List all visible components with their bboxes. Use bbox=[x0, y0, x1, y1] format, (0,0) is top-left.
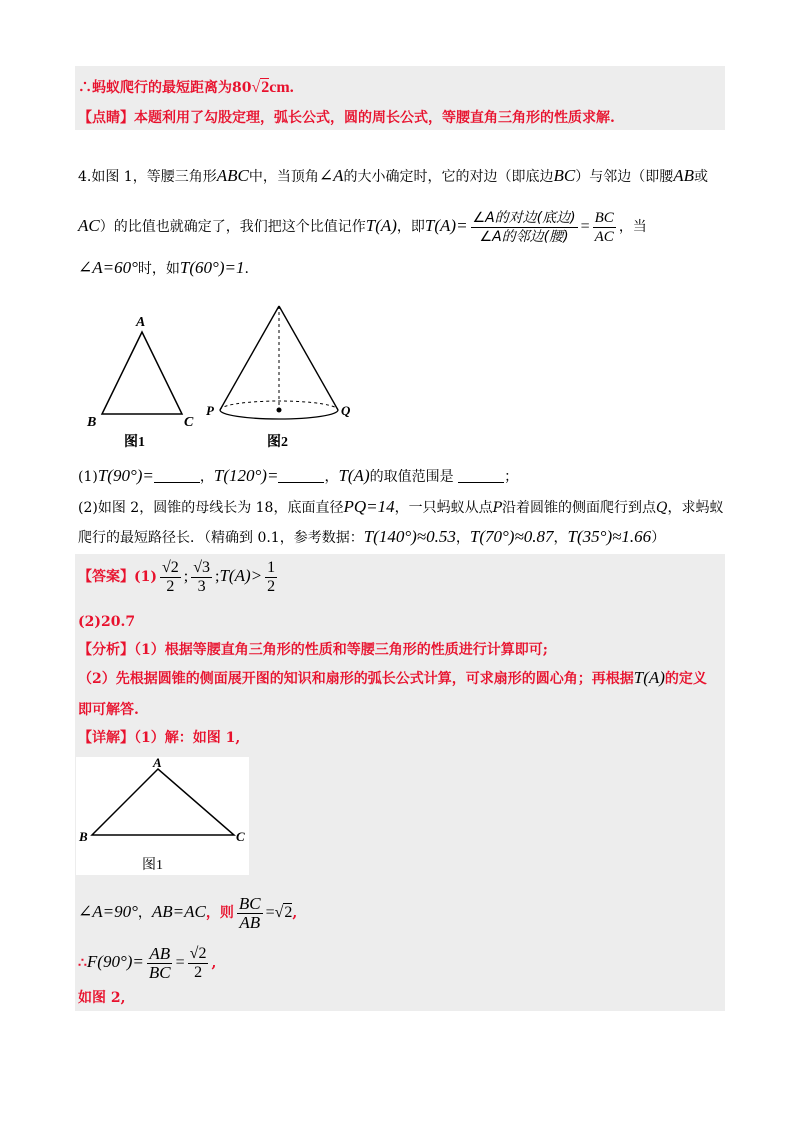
figure-2-caption: 图2 bbox=[267, 435, 288, 450]
top-answer-line: ∴蚂蚁爬行的最短距离为80√2cm. bbox=[78, 79, 294, 96]
equation-line-1: ∠A=90°，AB=AC，则 $\frac{BC}{AB}$ =√2, bbox=[78, 893, 298, 932]
blank-1 bbox=[154, 468, 200, 483]
question-line-1: 4.如图 1，等腰三角形ABC中，当顶角∠A的大小确定时，它的对边（即底边BC）与邻边（即腰AB或 bbox=[78, 166, 708, 185]
figure-1-label-c: C bbox=[184, 415, 194, 430]
figure-3-caption: 图1 bbox=[142, 858, 163, 873]
answer-fraction-1: $\frac{√2}{2}$ bbox=[162, 558, 179, 595]
sub-question-2-line-1: (2)如图 2，圆锥的母线长为 18，底面直径PQ=14，一只蚂蚁从点P沿着圆锥的侧面爬行到点Q，求蚂蚁 bbox=[78, 497, 724, 516]
sqrt2-over-2-fraction: $\frac{√2}{2}$ bbox=[189, 944, 207, 981]
answer-line-1: 【答案】(1) $\frac{√2}{2}$ ; $\frac{√3}{3}$ ;T(A)> $\frac{1}{2}$ bbox=[78, 558, 276, 595]
figure-1-label-b: B bbox=[87, 415, 97, 430]
question-line-2: AC）的比值也就确定了，我们把这个比值记作T(A)，即T(A)= $\frac{\text{∠A的对边(底边)}}{\text{∠A的邻边(腰)}}$ = $\frac{BC}{AC}$ ，当 bbox=[78, 209, 647, 245]
figure-2-cone bbox=[205, 300, 365, 450]
figure-3-label-b: B bbox=[79, 829, 88, 844]
sub-question-2-line-2: 爬行的最短路径长．（精确到 0.1，参考数据：T(140°)≈0.53，T(70°)≈0.87，T(35°)≈1.66） bbox=[78, 527, 666, 546]
detail-line: 【详解】（1）解：如图 1, bbox=[78, 730, 241, 746]
bc-ab-fraction: $\frac{BC}{AB}$ bbox=[238, 893, 261, 932]
last-line: 如图 2, bbox=[78, 990, 126, 1006]
dianjing-line: 【点睛】本题利用了勾股定理，弧长公式，圆的周长公式，等腰直角三角形的性质求解. bbox=[78, 110, 615, 126]
analysis-line-2: （2）先根据圆锥的侧面展开图的知识和扇形的弧长公式计算，可求扇形的圆心角；再根据T(A)的定义 bbox=[78, 668, 707, 687]
blank-2 bbox=[278, 468, 324, 483]
figure-3-triangle bbox=[76, 757, 249, 875]
ab-bc-fraction: $\frac{AB}{BC}$ bbox=[148, 943, 171, 982]
figure-2-label-p: P bbox=[206, 403, 214, 418]
analysis-line-1: 【分析】（1）根据等腰直角三角形的性质和等腰三角形的性质进行计算即可; bbox=[78, 642, 548, 658]
figure-3-label-a: A bbox=[153, 757, 162, 770]
analysis-line-3: 即可解答. bbox=[78, 702, 139, 718]
bc-ac-fraction: $\frac{BC}{AC}$ bbox=[594, 209, 614, 245]
figure-1-triangle bbox=[84, 310, 204, 450]
figure-1-caption: 图1 bbox=[124, 435, 145, 450]
answer-fraction-2: $\frac{√3}{3}$ bbox=[193, 558, 211, 595]
figure-2-label-q: Q bbox=[341, 403, 351, 418]
sub-question-1: (1)T(90°)= ，T(120°)= ，T(A)的取值范围是 ； bbox=[78, 466, 519, 485]
equation-line-2: ∴F(90°)= $\frac{AB}{BC}$ = $\frac{√2}{2}$ , bbox=[78, 943, 217, 982]
figure-3-label-c: C bbox=[236, 829, 245, 844]
question-line-3: ∠A=60°时，如T(60°)=1. bbox=[78, 258, 249, 277]
blank-3 bbox=[458, 468, 504, 483]
figure-1-label-a: A bbox=[136, 315, 146, 330]
answer-line-2: (2)20.7 bbox=[78, 614, 136, 630]
answer-fraction-3: $\frac{1}{2}$ bbox=[267, 558, 276, 595]
definition-fraction: $\frac{\text{∠A的对边(底边)}}{\text{∠A的邻边(腰)}}$ bbox=[472, 209, 576, 245]
